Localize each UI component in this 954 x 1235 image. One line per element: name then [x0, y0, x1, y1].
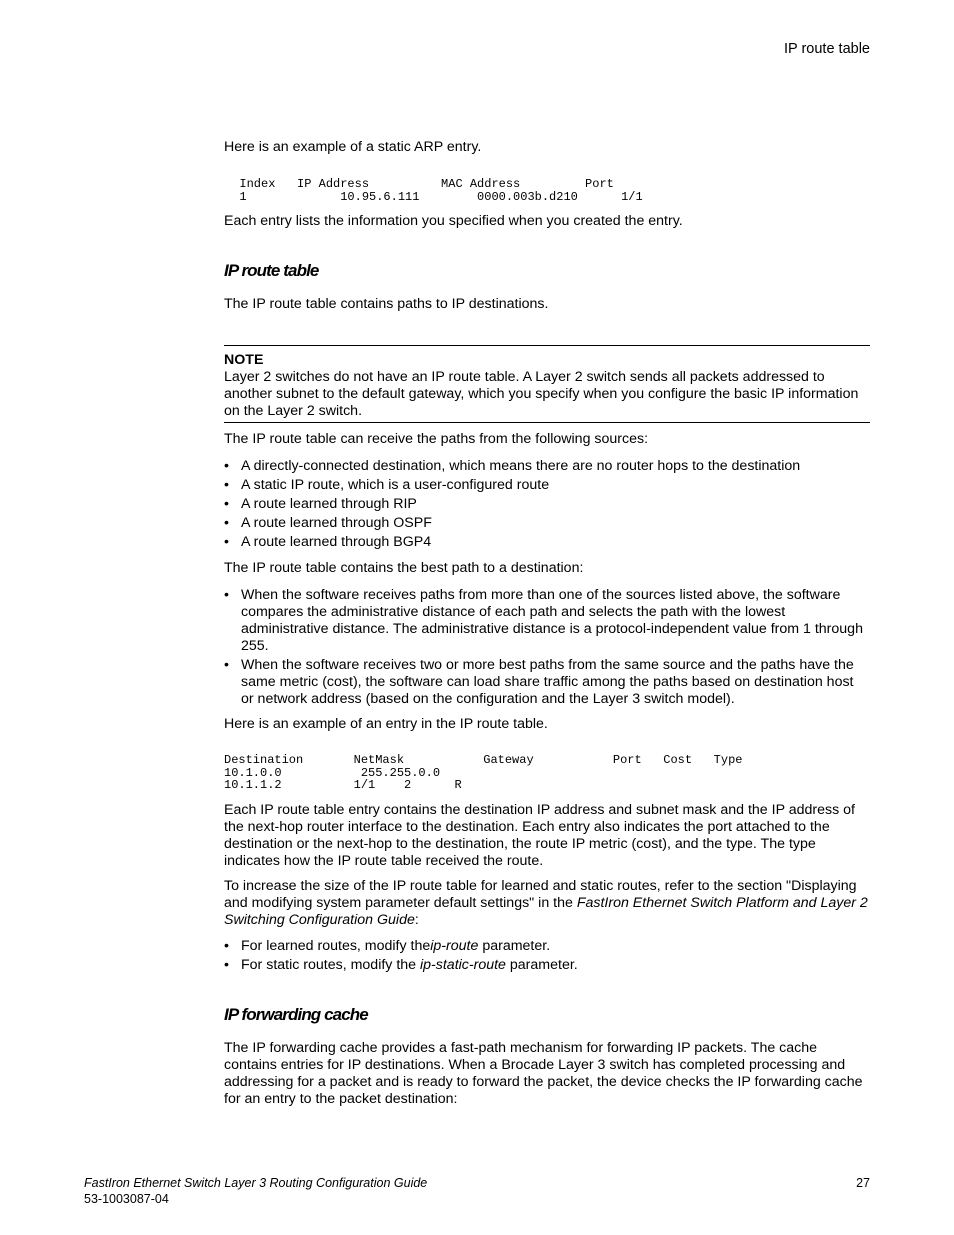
guide-title: FastIron Ethernet Switch Platform and Layer 2 Switching Configuration Guide [224, 895, 868, 928]
page-number: 27 [856, 1176, 870, 1190]
arp-intro: Here is an example of a static ARP entry. [224, 139, 482, 155]
list-item: • For static routes, modify the ip-static-route parameter. [224, 957, 870, 974]
list-item: • A directly-connected destination, which means there are no router hops to the destination [224, 458, 870, 475]
route-table-intro: The IP route table contains paths to IP destinations. [224, 296, 549, 312]
footer-doc-number: 53-1003087-04 [84, 1192, 169, 1206]
footer-guide-title: FastIron Ethernet Switch Layer 3 Routing Configuration Guide [84, 1176, 428, 1190]
best-path-list [224, 587, 870, 710]
arp-after: Each entry lists the information you specified when you created the entry. [224, 213, 683, 229]
list-item: • A route learned through OSPF [224, 515, 870, 532]
list-item: • A route learned through RIP [224, 496, 870, 513]
list-item: • A route learned through BGP4 [224, 534, 870, 551]
arp-code-example: Index IP Address MAC Address Port 1 10.95.6.111 0000.003b.d210 1/1 [239, 177, 643, 204]
route-example-intro: Here is an example of an entry in the IP route table. [224, 716, 548, 732]
forwarding-cache-text: The IP forwarding cache provides a fast-path mechanism for forwarding IP packets. The cache contains entries for IP destinations. When a Brocade Layer 3 switch has completed processing and addressing for a packet and is ready to forward the packet, the device checks the IP forwarding cache for an entry to the packet destination: [224, 1040, 863, 1107]
running-header: IP route table [784, 41, 870, 57]
heading-ip-forwarding-cache: IP forwarding cache [224, 1005, 368, 1024]
param-ip-route: ip-route [430, 938, 479, 954]
list-item: • When the software receives paths from more than one of the sources listed above, the software compares the administrative distance of each path and selects the path with the lowest administrative distance. The administrative distance is a protocol-independent value from 1 through 255. [224, 587, 870, 655]
note-box [224, 345, 870, 423]
sources-intro: The IP route table can receive the paths from the following sources: [224, 431, 649, 447]
footer [84, 1175, 427, 1207]
list-item: • For learned routes, modify theip-route parameter. [224, 938, 870, 955]
best-path-intro: The IP route table contains the best path to a destination: [224, 560, 584, 576]
param-ip-static-route: ip-static-route [420, 957, 506, 973]
list-item: • When the software receives two or more best paths from the same source and the paths have the same metric (cost), the software can load share traffic among the paths based on destination host or network address (based on the configuration and the Layer 3 switch model). [224, 657, 870, 708]
route-code-example: Destination NetMask Gateway Port Cost Type 10.1.0.0 255.255.0.0 10.1.1.2 1/1 2 R [224, 753, 743, 792]
increase-size-text: To increase the size of the IP route table for learned and static routes, refer to the section "Displaying and modifying system parameter default settings" in the FastIron Ethernet Switch Platform and Layer 2 Switching Configuration Guide: [224, 878, 868, 928]
modify-list [224, 938, 870, 976]
entry-description: Each IP route table entry contains the destination IP address and subnet mask and the IP address of the next-hop router interface to the destination. Each entry also indicates the port attached to the destination or the next-hop to the destination, the route IP metric (cost), and the type. The type indicates how the IP route table received the route. [224, 802, 855, 869]
note-text: Layer 2 switches do not have an IP route table. A Layer 2 switch sends all packets addressed to another subnet to the default gateway, which you specify when you configure the basic IP information on the Layer 2 switch. [224, 369, 859, 419]
list-item: • A static IP route, which is a user-configured route [224, 477, 870, 494]
note-title: NOTE [224, 352, 264, 368]
heading-ip-route-table: IP route table [224, 261, 319, 280]
sources-list [224, 458, 870, 553]
